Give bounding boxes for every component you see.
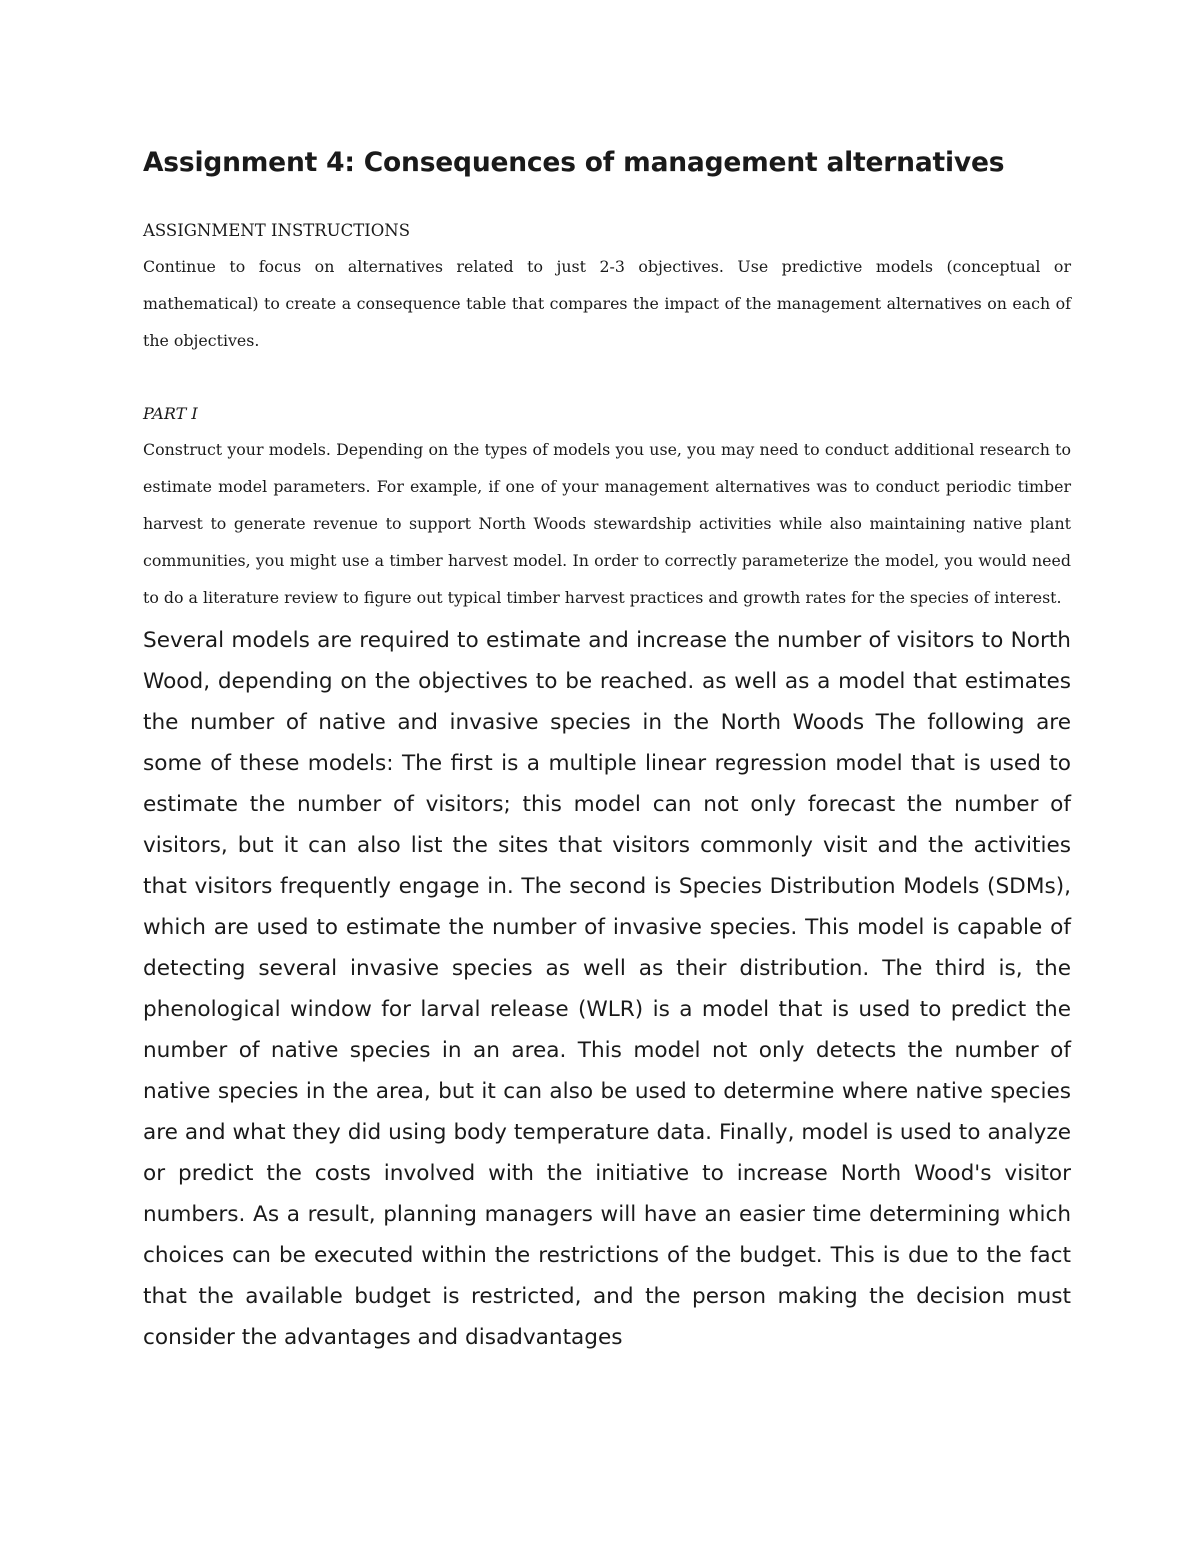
document-title: Assignment 4: Consequences of management alternatives	[143, 147, 1005, 178]
part-label: PART I	[143, 404, 198, 423]
answer-paragraph: Several models are required to estimate and increase the number of visitors to North Wood, depending on the objectives to be reached. as well as a model that estimates the number of native and invasive species in the North Woods The following are some of these models: The first is a multiple linear regression model that is used to estimate the number of visitors; this model can not only forecast the number of visitors, but it can also list the sites that visitors commonly visit and the activities that visitors frequently engage in. The second is Species Distribution Models (SDMs), which are used to estimate the number of invasive species. This model is capable of detecting several invasive species as well as their distribution. The third is, the phenological window for larval release (WLR) is a model that is used to predict the number of native species in an area. This model not only detects the number of native species in the area, but it can also be used to determine where native species are and what they did using body temperature data. Finally, model is used to analyze or predict the costs involved with the initiative to increase North Wood's visitor numbers. As a result, planning managers will have an easier time determining which choices can be executed within the restrictions of the budget. This is due to the fact that the available budget is restricted, and the person making the decision must consider the advantages and disadvantages	[143, 628, 1071, 1350]
document-body	[143, 140, 1071, 1358]
part-paragraph: Construct your models. Depending on the types of models you use, you may need to conduct additional research to estimate model parameters. For example, if one of your management alternatives was to conduct periodic timber harvest to generate revenue to support North Woods stewardship activities while also maintaining native plant communities, you might use a timber harvest model. In order to correctly parameterize the model, you would need to do a literature review to figure out typical timber harvest practices and growth rates for the species of interest.	[143, 440, 1071, 607]
instructions-heading: ASSIGNMENT INSTRUCTIONS	[143, 221, 411, 240]
instructions-paragraph: Continue to focus on alternatives related to just 2-3 objectives. Use predictive models (conceptual or mathematical) to create a consequence table that compares the impact of the management alternatives on each of the objectives.	[143, 257, 1071, 350]
